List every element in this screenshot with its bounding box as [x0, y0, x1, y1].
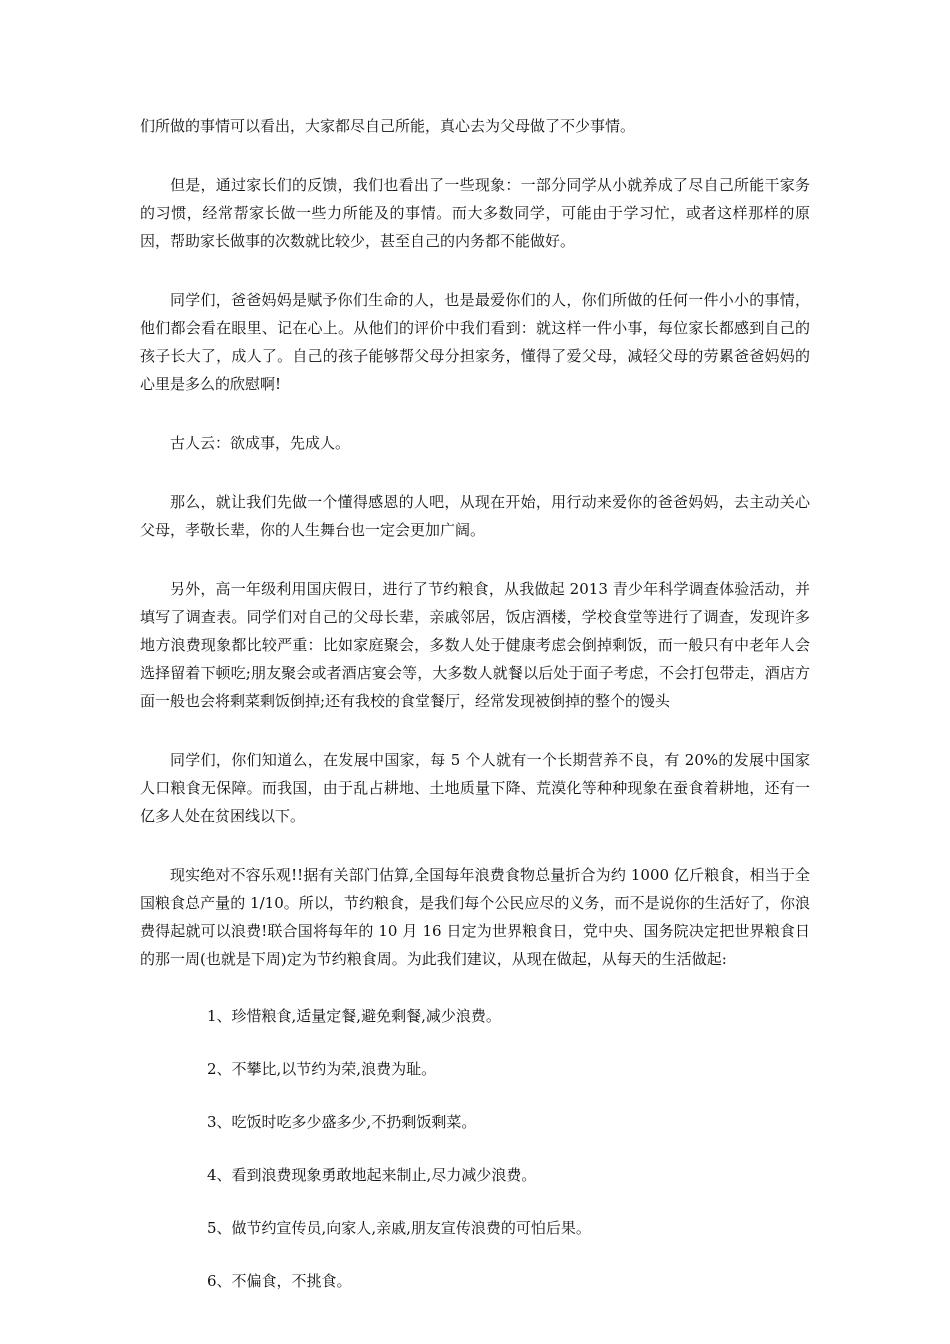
list-item: 5、做节约宣传员,向家人,亲戚,朋友宣传浪费的可怕后果。	[207, 1219, 591, 1237]
list-item: 6、不偏食，不挑食。	[207, 1272, 352, 1290]
list-item: 4、看到浪费现象勇敢地起来制止,尽力减少浪费。	[207, 1166, 537, 1184]
paragraph-proverb: 古人云：欲成事，先成人。	[170, 434, 351, 452]
suggestion-list	[140, 1004, 810, 1294]
paragraph-continuation: 们所做的事情可以看出，大家都尽自己所能，真心去为父母做了不少事情。	[140, 117, 636, 135]
paragraph-waste: 现实绝对不容乐观!!据有关部门估算,全国每年浪费食物总量折合为约 1000 亿斤粮食，相当于全国粮食总产量的 1/10。所以，节约粮食，是我们每个公民应尽的义务，而不是说你的生活好了，你浪费得起就可以浪费!联合国将每年的 10 月 16 日定为世界粮食日，党中央、国务院决定把世界粮食日的那一周(也就是下周)定为节约粮食周。为此我们建议，从现在做起，从每天的生活做起:	[140, 866, 810, 968]
paragraph-gratitude: 那么，就让我们先做一个懂得感恩的人吧，从现在开始，用行动来爱你的爸爸妈妈，去主动关心父母，孝敬长辈，你的人生舞台也一定会更加广阔。	[140, 493, 810, 539]
paragraph-feedback: 但是，通过家长们的反馈，我们也看出了一些现象：一部分同学从小就养成了尽自己所能干家务的习惯，经常帮家长做一些力所能及的事情。而大多数同学，可能由于学习忙，或者这样那样的原因，帮助家长做事的次数就比较少，甚至自己的内务都不能做好。	[140, 176, 810, 250]
paragraph-parents: 同学们，爸爸妈妈是赋予你们生命的人，也是最爱你们的人，你们所做的任何一件小小的事情，他们都会看在眼里、记在心上。从他们的评价中我们看到：就这样一件小事，每位家长都感到自己的孩子长大了，成人了。自己的孩子能够帮父母分担家务，懂得了爱父母，减轻父母的劳累爸爸妈妈的心里是多么的欣慰啊!	[140, 291, 810, 393]
paragraph-hunger: 同学们，你们知道么，在发展中国家，每 5 个人就有一个长期营养不良，有 20%的发展中国家人口粮食无保障。而我国，由于乱占耕地、土地质量下降、荒漠化等种种现象在蚕食着耕地，还有一亿多人处在贫困线以下。	[140, 751, 810, 825]
paragraph-survey: 另外，高一年级利用国庆假日，进行了节约粮食，从我做起 2013 青少年科学调查体验活动，并填写了调查表。同学们对自己的父母长辈，亲戚邻居，饭店酒楼，学校食堂等进行了调查，发现许多地方浪费现象都比较严重：比如家庭聚会，多数人处于健康考虑会倒掉剩饭，而一般只有中老年人会选择留着下顿吃;朋友聚会或者酒店宴会等，大多数人就餐以后处于面子考虑，不会打包带走，酒店方面一般也会将剩菜剩饭倒掉;还有我校的食堂餐厅，经常发现被倒掉的整个的馒头	[140, 580, 810, 710]
list-item: 1、珍惜粮食,适量定餐,避免剩餐,减少浪费。	[207, 1007, 501, 1025]
list-item: 3、吃饭时吃多少盛多少,不扔剩饭剩菜。	[207, 1113, 477, 1131]
document-body	[140, 112, 810, 1322]
list-item: 2、不攀比,以节约为荣,浪费为耻。	[207, 1060, 437, 1078]
